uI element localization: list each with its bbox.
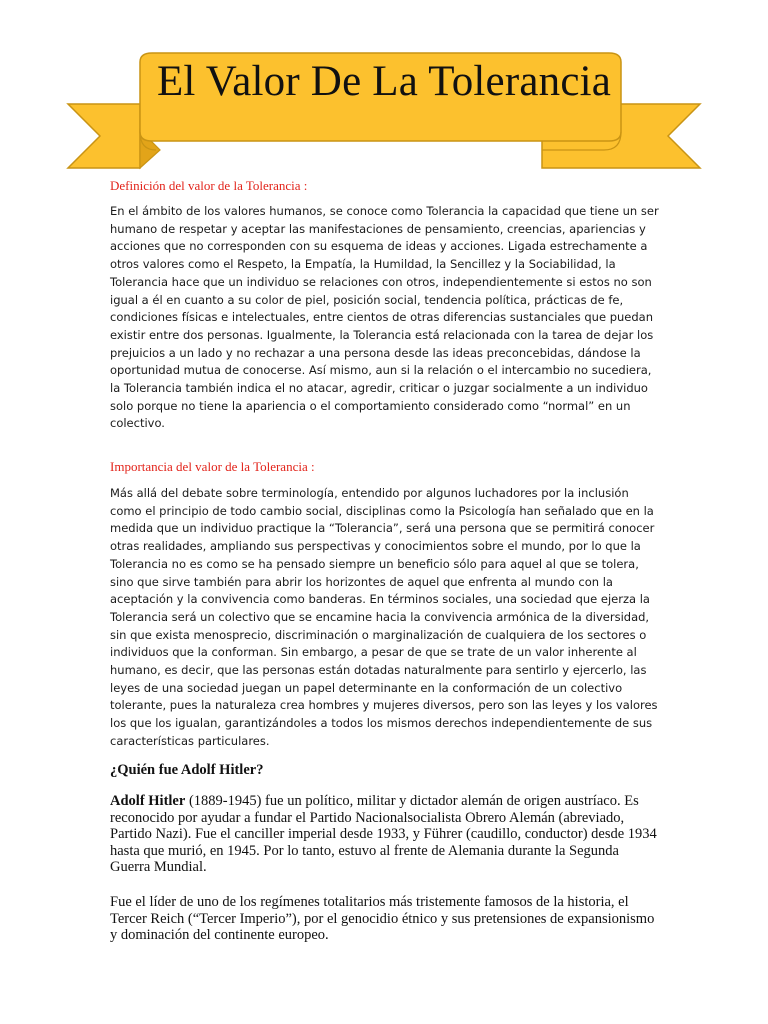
section-body-definicion: En el ámbito de los valores humanos, se conoce como Tolerancia la capacidad que tiene un ser humano de respetar y aceptar las manifestaciones de pensamiento, creencias, apariencias y acciones que no corresponden con su esquema de ideas y acciones. Ligada estrechamente a otros valores como el Respeto, la Empatía, la Humildad, la Sencillez y la Sociabilidad, la Tolerancia hace que un individuo se relaciones con otros, independientemente si estos no son igual a él en cuanto a su color de piel, posición social, tendencia política, prácticas de fe, condiciones físicas e intelectuales, entre cientos de otras diferencias sustanciales que puedan existir entre dos personas. Igualmente, la Tolerancia está relacionada con la tarea de dejar los prejuicios a un lado y no rechazar a una persona desde las ideas preconcebidas, dándose la oportunidad mutua de conocerse. Así mismo, aun si la relación o el intercambio no sucediera, la Tolerancia también indica el no atacar, agredir, criticar o juzgar socialmente a un individuo solo porque no tiene la apariencia o el comportamiento considerado como “normal” en un colectivo. [110, 204, 659, 431]
page-title: El Valor De La Tolerancia [156, 58, 612, 105]
paragraph-hitler-2: Fue el líder de uno de los regímenes totalitarios más tristemente famosos de la historia, el Tercer Reich (“Tercer Imperio”), por el genocidio étnico y sus pretensiones de expansionismo y dominación del continente europeo. [110, 894, 655, 944]
ribbon-left-tail [68, 104, 140, 168]
paragraph-hitler-1-text: (1889-1945) fue un político, militar y dictador alemán de origen austríaco. Es reconocido por ayudar a fundar el Partido Nacionalsocialista Obrero Alemán (abreviado, Partido Nazi). Fue el canciller imperial desde 1933, y Führer (caudillo, conductor) desde 1934 hasta que murió, en 1945. Por lo tanto, estuvo al frente de Alemania durante la Segunda Guerra Mundial. [110, 793, 657, 876]
paragraph-hitler-1 [110, 793, 658, 876]
section-heading-hitler: ¿Quién fue Adolf Hitler? [110, 762, 264, 778]
section-body-importancia: Más allá del debate sobre terminología, entendido por algunos luchadores por la inclusión como el principio de todo cambio social, disciplinas como la Psicología han señalado que en la medida que un individuo practique la “Tolerancia”, será una persona que se permitirá conocer otras realidades, ampliando sus perspectivas y conocimientos sobre el mundo, por lo que la Tolerancia no es como se ha pensado siempre un beneficio sólo para aquel al que se tolera, sino que sirve también para abrir los horizontes de aquel que enfrenta al mundo con la aceptación y la convivencia como banderas. En términos sociales, una sociedad que ejerza la Tolerancia será un colectivo que se encamine hacia la convivencia armónica de la diversidad, sin que exista menosprecio, discriminación o marginalización de cualquiera de los sectores o individuos que la conforman. Sin embargo, a pesar de que se trate de un valor inherente al humano, es decir, que las personas están dotadas naturalmente para sentirlo y ejercerlo, las leyes de una sociedad juegan un papel determinante en la conformación de un colectivo tolerante, pues la naturaleza crea hombres y mujeres diversos, pero son las leyes y los valores los que los igualan, garantizándoles a todos los mismos derechos independientemente de sus características particulares. [110, 486, 658, 748]
hitler-name: Adolf Hitler [110, 793, 186, 809]
section-heading-definicion: Definición del valor de la Tolerancia : [110, 178, 308, 193]
section-heading-importancia: Importancia del valor de la Tolerancia : [110, 459, 315, 474]
